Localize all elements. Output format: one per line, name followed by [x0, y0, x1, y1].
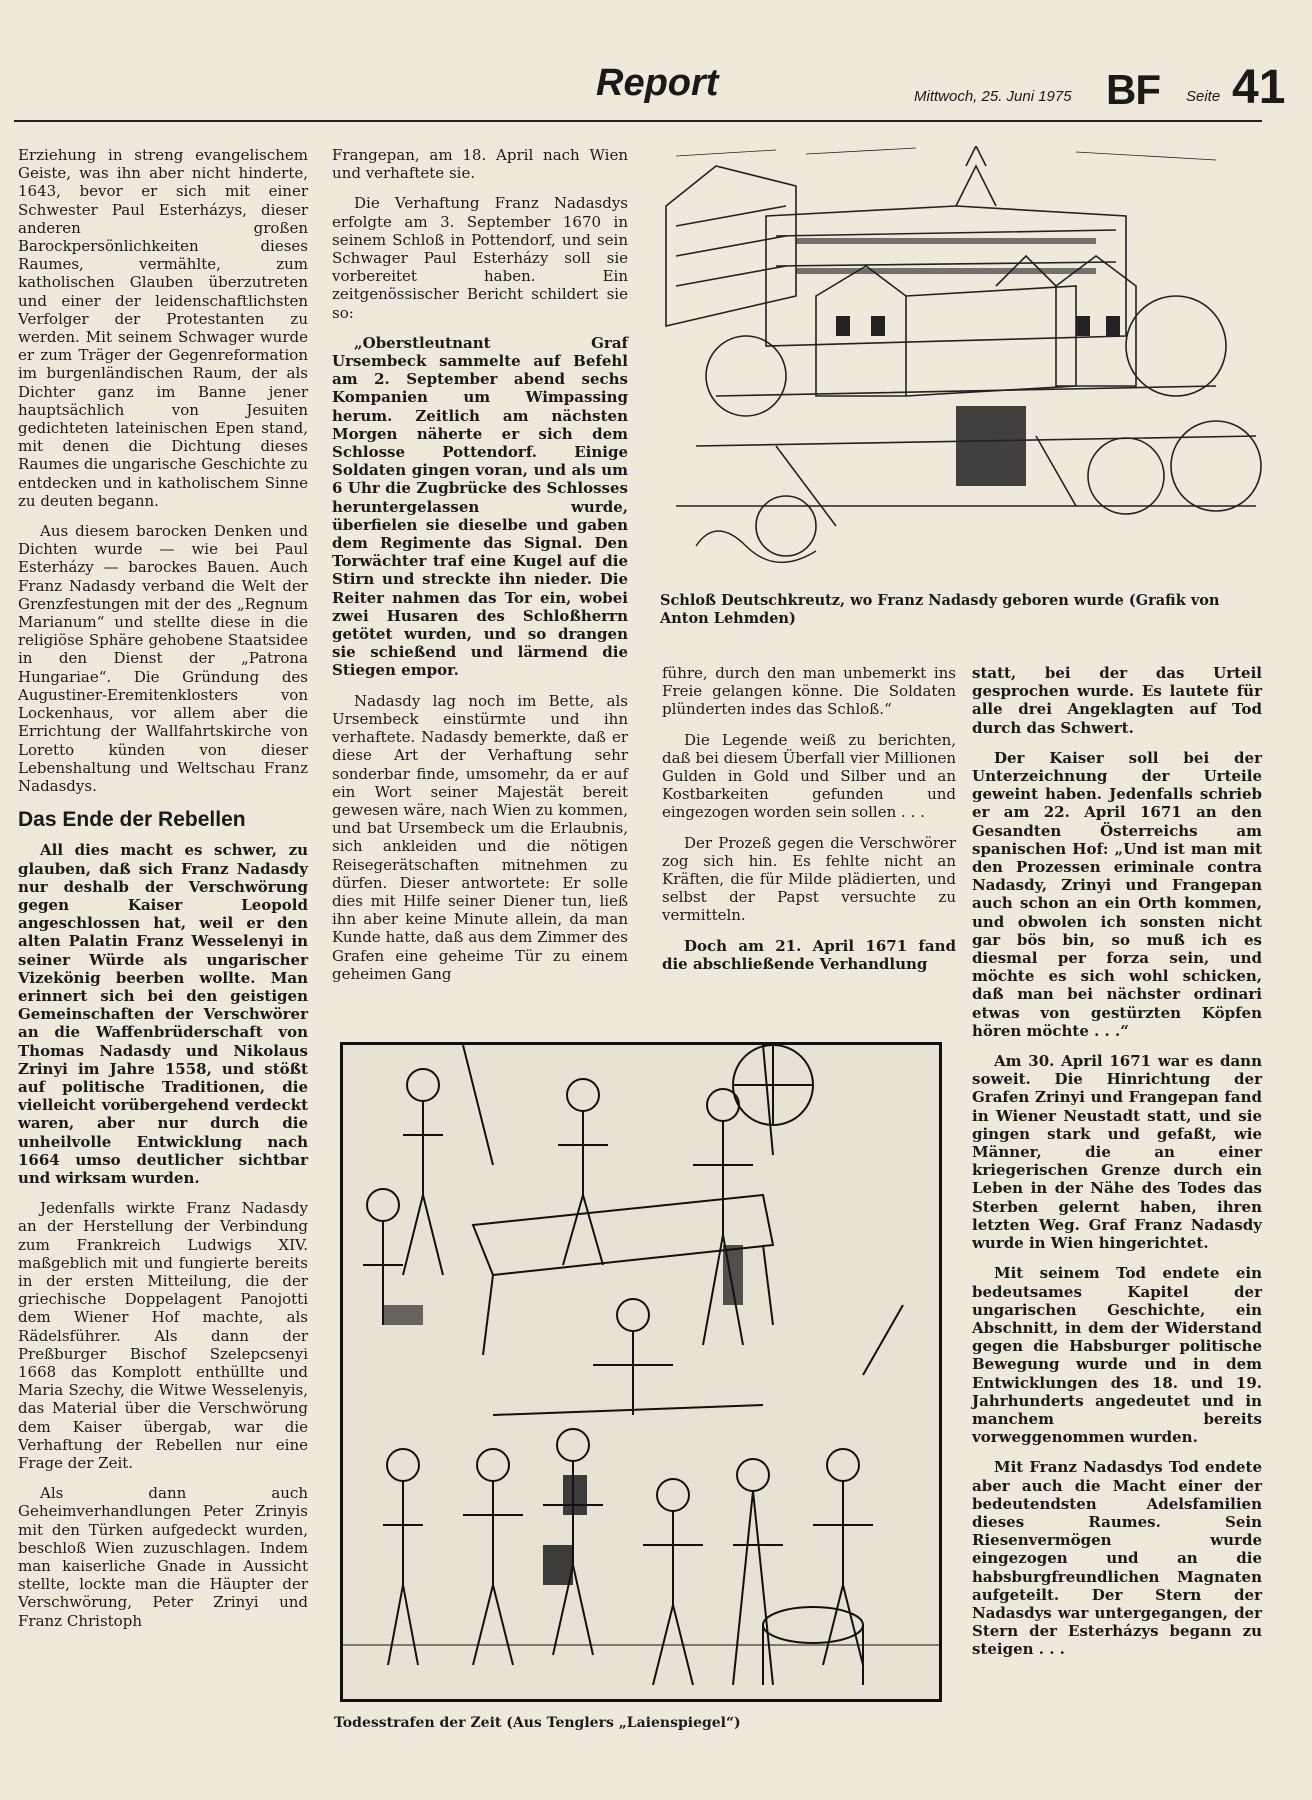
page-header [14, 58, 1286, 122]
woodcut-illustration [340, 1042, 942, 1702]
page-label: Seite [1186, 88, 1221, 105]
subheading: Das Ende der Rebellen [18, 808, 246, 832]
paragraph: Doch am 21. April 1671 fand die abschließende Verhandlung [662, 936, 956, 973]
execution-woodcut-drawing [343, 1045, 939, 1699]
section-title: Report [596, 62, 719, 104]
page-number: 41 [1232, 61, 1286, 114]
article-column-1 [18, 146, 308, 1642]
paragraph: Mit Franz Nadasdys Tod endete aber auch die Macht einer der bedeutendsten Adelsfamilien dieses Raumes. Sein Riesenvermögen wurde eingezogen und an die habsburgfreundlichen Magnaten aufgeteilt. Der Stern der Nadasdys war untergegangen, der Stern der Esterházys begann zu steigen . . . [972, 1458, 1262, 1659]
issue-date: Mittwoch, 25. Juni 1975 [914, 88, 1072, 105]
paragraph: All dies macht es schwer, zu glauben, daß sich Franz Nadasdy nur deshalb der Verschwörung gegen Kaiser Leopold angeschlossen hat, weil er den alten Palatin Franz Wesselenyi in seiner Würde als ungarischer Vizekönig beerben wollte. Man erinnert sich bei den geistigen Gemeinschaften der Verschwörer an die Waffenbrüderschaft von Thomas Nadasdy und Nikolaus Zrinyi im Jahre 1558, und stößt auf politische Traditionen, die vielleicht vorübergehend verdeckt waren, aber nur durch die unheilvolle Entwicklung nach 1664 umso deutlicher sichtbar und wirksam wurden. [18, 841, 308, 1187]
castle-drawing [656, 146, 1262, 580]
woodcut-caption: Todesstrafen der Zeit (Aus Tenglers „Laienspiegel“) [334, 1715, 741, 1731]
quote-paragraph: „Oberstleutnant Graf Ursembeck sammelte auf Befehl am 2. September abend sechs Kompanien um Wimpassing herum. Zeitlich am nächsten Morgen näherte er sich dem Schlosse Pottendorf. Einige Soldaten gingen voran, und als um 6 Uhr die Zugbrücke des Schlosses heruntergelassen wurde, überfielen sie dieselbe und gaben dem Regimente das Signal. Den Torwächter traf eine Kugel auf die Stirn und streckte ihn nieder. Die Reiter nahmen das Tor ein, wobei zwei Husaren des Schloßherrn getötet wurden, und so drangen sie schießend und lärmend die Stiegen empor. [332, 333, 628, 680]
paragraph: Der Prozeß gegen die Verschwörer zog sich hin. Es fehlte nicht an Kräften, die für Milde plädierten, und selbst der Papst versuchte zu vermitteln. [662, 833, 956, 925]
paragraph: Erziehung in streng evangelischem Geiste, was ihn aber nicht hinderte, 1643, bevor er sich mit einer Schwester Paul Esterházys, dieser anderen großen Barockpersönlichkeiten dieses Raumes, vermählte, zum katholischen Glauben überzutreten und einer der leidenschaftlichsten Verfolger der Protestanten zu werden. Mit seinem Schwager wurde er zum Träger der Gegenreformation im burgenländischen Raum, der als Dichter ganz im Banne jener hauptsächlich von Jesuiten gedichteten lateinischen Epen stand, mit denen die Dichtung dieses Raumes die ungarische Geschichte zu entdecken und in katholischem Sinne zu deuten begann. [18, 146, 308, 510]
paragraph: Jedenfalls wirkte Franz Nadasdy an der Herstellung der Verbindung zum Frankreich Ludwigs XIV. maßgeblich mit und fungierte bereits in der ersten Mitteilung, die der griechische Doppelagent Panojotti dem Wiener Hof machte, als Rädelsführer. Als dann der Preßburger Bischof Szelepcsenyi 1668 das Komplott enthüllte und Maria Szechy, die Witwe Wesselenyis, das Material über die Verschwörung dem Kaiser übergab, war die Verhaftung der Rebellen nur eine Frage der Zeit. [18, 1199, 308, 1473]
paragraph: statt, bei der das Urteil gesprochen wurde. Es lautete für alle drei Angeklagten auf Tod durch das Schwert. [972, 664, 1262, 737]
castle-caption: Schloß Deutschkreutz, wo Franz Nadasdy geboren wurde (Grafik von Anton Lehmden) [660, 592, 1220, 627]
article-column-4 [972, 664, 1262, 1671]
paragraph: Der Kaiser soll bei der Unterzeichnung der Urteile geweint haben. Jedenfalls schrieb er am 22. April 1671 an den Gesandten Österreichs am spanischen Hof: „Und ist man mit den Prozessen eriminale contra Nadasdy, Zrinyi und Frangepan auch schon an ein Orth kommen, und obwolen ich sonsten nicht gar bös bin, so muß ich es diesmal per forza sein, und möchte es sich wohl schicken, daß man bei nächster ordinari etwas von gestürzten Köpfen hören möchte . . .“ [972, 748, 1262, 1040]
paragraph: Die Legende weiß zu berichten, daß bei diesem Überfall vier Millionen Gulden in Gold und Silber und an Kostbarkeiten gefunden und eingezogen worden sein sollen . . . [662, 730, 956, 822]
paragraph: führe, durch den man unbemerkt ins Freie gelangen könne. Die Soldaten plünderten indes das Schloß.“ [662, 664, 956, 719]
paragraph: Frangepan, am 18. April nach Wien und verhaftete sie. [332, 146, 628, 183]
paragraph: Die Verhaftung Franz Nadasdys erfolgte am 3. September 1670 in seinem Schloß in Pottendorf, und sein Schwager Paul Esterházy soll sie vorbereitet haben. Ein zeitgenössischer Bericht schildert sie so: [332, 194, 628, 322]
paragraph: Nadasdy lag noch im Bette, als Ursembeck einstürmte und ihn verhaftete. Nadasdy bemerkte, daß er diese Art der Verhaftung sehr sonderbar finde, umsomehr, da er auf ein Wort seiner Majestät bereit gewesen wäre, nach Wien zu kommen, und bat Ursembeck um die Erlaubnis, sich ankleiden und die nötigen Reisegerätschaften mitnehmen zu dürfen. Dieser antwortete: Er solle dies mit Hilfe seiner Diener tun, ließ ihn aber keine Minute allein, da man Kunde hatte, daß aus dem Zimmer des Grafen eine geheime Tür zu einem geheimen Gang [332, 691, 628, 983]
paragraph: Aus diesem barocken Denken und Dichten wurde — wie bei Paul Esterházy — barockes Bauen. Auch Franz Nadasdy verband die Welt der Grenzfestungen mit der des „Regnum Marianum“ und stellte diese in die religiöse Sphäre gehobene Staatsidee in den Dienst der „Patrona Hungariae“. Die Gründung des Augustiner-Eremitenklosters von Lockenhaus, vor allem aber die Errichtung der Wallfahrtskirche von Loretto künden von dieser Lebenshaltung und Weltschau Franz Nadasdys. [18, 522, 308, 795]
paragraph: Mit seinem Tod endete ein bedeutsames Kapitel der ungarischen Geschichte, ein Abschnitt, in dem der Widerstand gegen die Habsburger politische Bewegung wurde und in dem Entwicklungen des 18. und 19. Jahrhunderts angedeutet und in manchem bereits vorweggenommen wurden. [972, 1264, 1262, 1447]
publication-logo: BF [1106, 66, 1160, 113]
castle-illustration [656, 146, 1262, 580]
article-column-2 [332, 146, 628, 995]
paragraph: Am 30. April 1671 war es dann soweit. Die Hinrichtung der Grafen Zrinyi und Frangepan fand in Wiener Neustadt statt, und sie gingen stark und gefaßt, wie Männer, die an einer kriegerischen Grenze durch ein Leben in der Nähe des Todes das Sterben gelernt haben, ihren letzten Weg. Graf Franz Nadasdy wurde in Wien hingerichtet. [972, 1052, 1262, 1253]
paragraph: Als dann auch Geheimverhandlungen Peter Zrinyis mit den Türken aufgedeckt wurden, beschloß Wien zuzuschlagen. Indem man kaiserliche Gnade in Aussicht stellte, lockte man die Häupter der Verschwörung, Peter Zrinyi und Franz Christoph [18, 1484, 308, 1630]
article-column-3 [662, 664, 956, 985]
